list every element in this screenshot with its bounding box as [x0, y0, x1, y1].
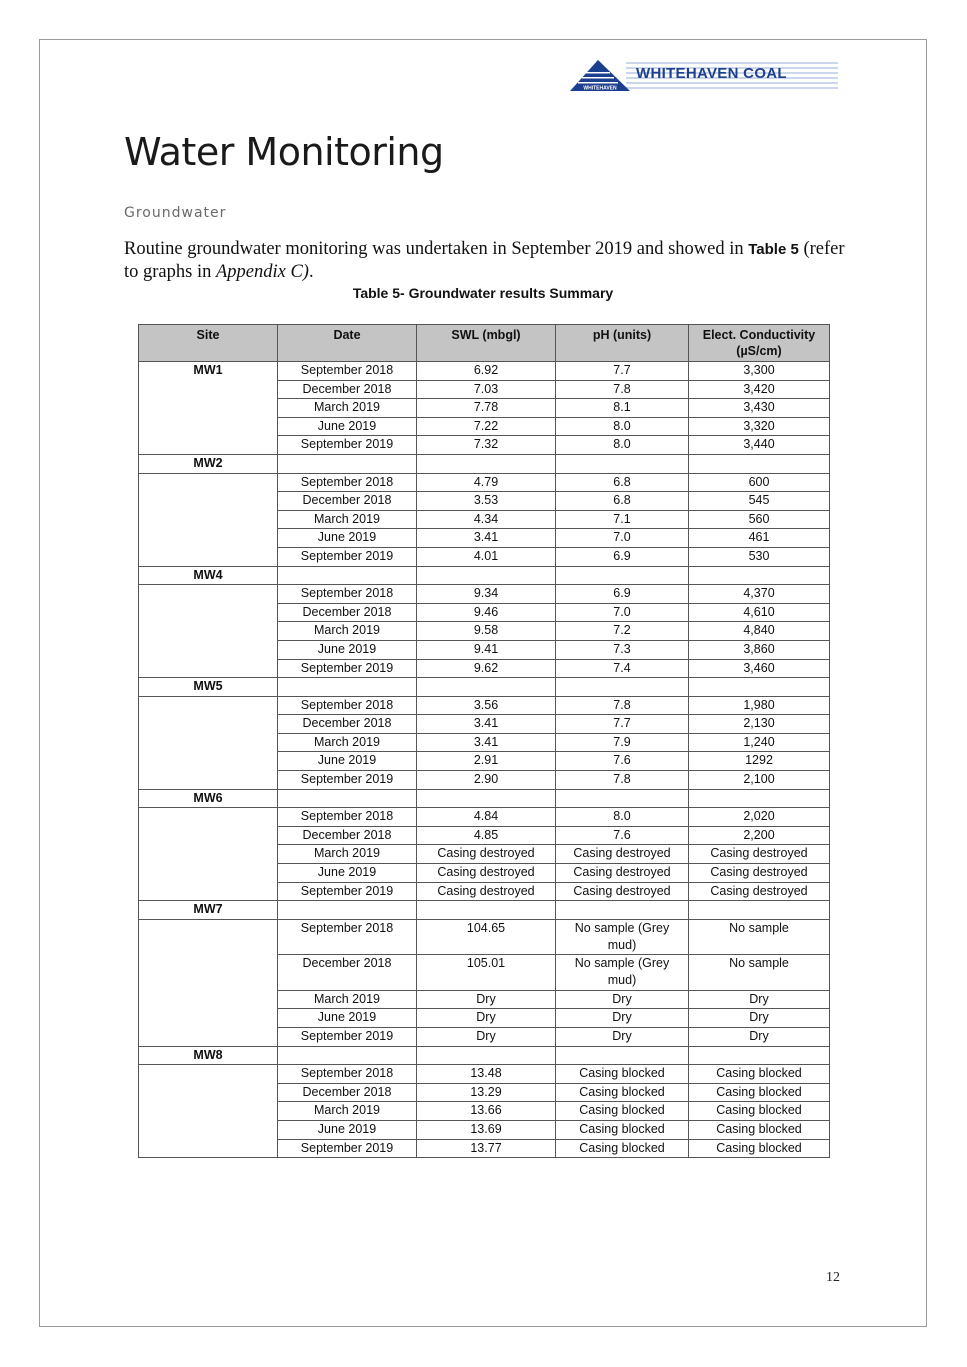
swl-cell: 9.34 — [417, 585, 556, 604]
empty-cell — [556, 901, 689, 920]
site-name: MW1 — [139, 362, 278, 455]
ec-cell: Casing destroyed — [689, 882, 830, 901]
swl-cell: 2.90 — [417, 771, 556, 790]
swl-cell: 3.41 — [417, 529, 556, 548]
empty-cell — [556, 566, 689, 585]
swl-cell: 6.92 — [417, 362, 556, 381]
date-cell: June 2019 — [278, 864, 417, 883]
ph-cell: 8.0 — [556, 436, 689, 455]
swl-cell: 7.32 — [417, 436, 556, 455]
empty-cell — [278, 1046, 417, 1065]
swl-cell: 13.69 — [417, 1120, 556, 1139]
empty-cell — [556, 789, 689, 808]
swl-cell: 4.79 — [417, 473, 556, 492]
date-cell: September 2019 — [278, 882, 417, 901]
intro-text-before: Routine groundwater monitoring was undertaken in September 2019 and showed in — [124, 239, 749, 259]
site-name: MW4 — [139, 566, 278, 585]
date-cell: December 2018 — [278, 380, 417, 399]
swl-cell: Dry — [417, 990, 556, 1009]
logo-small-text: WHITEHAVEN — [583, 85, 617, 92]
date-cell: December 2018 — [278, 715, 417, 734]
empty-cell — [689, 901, 830, 920]
ph-cell: Casing destroyed — [556, 864, 689, 883]
empty-cell — [278, 566, 417, 585]
date-cell: March 2019 — [278, 510, 417, 529]
logo-text: WHITEHAVEN COAL — [636, 65, 787, 82]
ec-cell: 4,610 — [689, 603, 830, 622]
ph-cell: 8.0 — [556, 417, 689, 436]
date-cell: September 2018 — [278, 362, 417, 381]
ec-cell: 2,100 — [689, 771, 830, 790]
swl-cell: 4.85 — [417, 826, 556, 845]
ec-cell: 3,430 — [689, 399, 830, 418]
ph-cell: 7.9 — [556, 733, 689, 752]
site-name: MW5 — [139, 678, 278, 697]
ph-cell: 7.8 — [556, 696, 689, 715]
swl-cell: 3.41 — [417, 733, 556, 752]
date-cell: September 2019 — [278, 771, 417, 790]
swl-cell: 4.84 — [417, 808, 556, 827]
site-name: MW2 — [139, 454, 278, 473]
ph-cell: 6.8 — [556, 492, 689, 511]
ph-cell: No sample (Grey mud) — [556, 955, 689, 991]
empty-cell — [556, 1046, 689, 1065]
swl-cell: 7.22 — [417, 417, 556, 436]
ph-cell: Casing destroyed — [556, 882, 689, 901]
ph-cell: 7.8 — [556, 380, 689, 399]
date-cell: March 2019 — [278, 845, 417, 864]
ec-cell: No sample — [689, 919, 830, 955]
ec-cell: 530 — [689, 547, 830, 566]
swl-cell: 7.03 — [417, 380, 556, 399]
swl-cell: 9.41 — [417, 640, 556, 659]
ph-cell: Dry — [556, 1028, 689, 1047]
ph-cell: 7.7 — [556, 715, 689, 734]
site-label-row — [139, 454, 830, 473]
ec-cell: 545 — [689, 492, 830, 511]
swl-cell: 4.34 — [417, 510, 556, 529]
site-label-row — [139, 789, 830, 808]
ec-cell: 4,370 — [689, 585, 830, 604]
date-cell: March 2019 — [278, 399, 417, 418]
ph-cell: 7.8 — [556, 771, 689, 790]
table-row — [139, 473, 830, 492]
swl-cell: Casing destroyed — [417, 845, 556, 864]
date-cell: March 2019 — [278, 733, 417, 752]
ec-cell: Dry — [689, 1009, 830, 1028]
ph-cell: Casing blocked — [556, 1120, 689, 1139]
header-site: Site — [139, 325, 278, 362]
ec-cell: Casing blocked — [689, 1139, 830, 1158]
empty-cell — [417, 454, 556, 473]
ec-cell: Dry — [689, 1028, 830, 1047]
swl-cell: Casing destroyed — [417, 882, 556, 901]
ph-cell: 7.6 — [556, 752, 689, 771]
date-cell: June 2019 — [278, 1009, 417, 1028]
site-label-row — [139, 901, 830, 920]
empty-cell — [278, 678, 417, 697]
empty-cell — [278, 789, 417, 808]
ec-cell: 3,300 — [689, 362, 830, 381]
ec-cell: Casing blocked — [689, 1120, 830, 1139]
table-reference: Table 5 — [748, 241, 799, 258]
site-cell-empty — [139, 696, 278, 789]
site-cell-empty — [139, 1065, 278, 1158]
date-cell: September 2019 — [278, 659, 417, 678]
site-name: MW8 — [139, 1046, 278, 1065]
ph-cell: Casing blocked — [556, 1083, 689, 1102]
swl-cell: 4.01 — [417, 547, 556, 566]
ph-cell: 6.9 — [556, 547, 689, 566]
ph-cell: 8.0 — [556, 808, 689, 827]
ec-cell: Casing destroyed — [689, 864, 830, 883]
date-cell: June 2019 — [278, 640, 417, 659]
swl-cell: 3.41 — [417, 715, 556, 734]
swl-cell: 13.48 — [417, 1065, 556, 1084]
site-name: MW7 — [139, 901, 278, 920]
swl-cell: 9.46 — [417, 603, 556, 622]
swl-cell: 9.58 — [417, 622, 556, 641]
page-number: 12 — [826, 1270, 840, 1285]
date-cell: December 2018 — [278, 492, 417, 511]
ec-cell: 600 — [689, 473, 830, 492]
ec-cell: Dry — [689, 990, 830, 1009]
appendix-reference: Appendix C) — [215, 262, 309, 282]
swl-cell: Casing destroyed — [417, 864, 556, 883]
header-date: Date — [278, 325, 417, 362]
empty-cell — [417, 901, 556, 920]
date-cell: December 2018 — [278, 826, 417, 845]
date-cell: June 2019 — [278, 1120, 417, 1139]
ec-cell: 2,020 — [689, 808, 830, 827]
ec-cell: Casing blocked — [689, 1102, 830, 1121]
swl-cell: 7.78 — [417, 399, 556, 418]
empty-cell — [417, 789, 556, 808]
swl-cell: 2.91 — [417, 752, 556, 771]
date-cell: March 2019 — [278, 622, 417, 641]
date-cell: March 2019 — [278, 1102, 417, 1121]
ec-cell: 1,980 — [689, 696, 830, 715]
site-cell-empty — [139, 473, 278, 566]
date-cell: June 2019 — [278, 752, 417, 771]
empty-cell — [556, 454, 689, 473]
ph-cell: 6.9 — [556, 585, 689, 604]
swl-cell: 9.62 — [417, 659, 556, 678]
empty-cell — [417, 678, 556, 697]
ec-cell: Casing blocked — [689, 1065, 830, 1084]
table-header — [139, 325, 830, 362]
table-row — [139, 808, 830, 827]
swl-cell: 13.77 — [417, 1139, 556, 1158]
ph-cell: No sample (Grey mud) — [556, 919, 689, 955]
date-cell: September 2018 — [278, 808, 417, 827]
site-cell-empty — [139, 585, 278, 678]
date-cell: September 2018 — [278, 919, 417, 955]
swl-cell: 13.66 — [417, 1102, 556, 1121]
ph-cell: 7.3 — [556, 640, 689, 659]
ec-cell: 560 — [689, 510, 830, 529]
ec-cell: Casing destroyed — [689, 845, 830, 864]
swl-cell: Dry — [417, 1028, 556, 1047]
ph-cell: 7.1 — [556, 510, 689, 529]
empty-cell — [689, 566, 830, 585]
ec-cell: 461 — [689, 529, 830, 548]
site-label-row — [139, 566, 830, 585]
ec-cell: 3,440 — [689, 436, 830, 455]
ph-cell: 6.8 — [556, 473, 689, 492]
swl-cell: 3.56 — [417, 696, 556, 715]
swl-cell: 104.65 — [417, 919, 556, 955]
empty-cell — [689, 789, 830, 808]
ph-cell: 8.1 — [556, 399, 689, 418]
ph-cell: 7.2 — [556, 622, 689, 641]
date-cell: September 2019 — [278, 436, 417, 455]
date-cell: June 2019 — [278, 529, 417, 548]
ph-cell: 7.0 — [556, 603, 689, 622]
site-label-row — [139, 1046, 830, 1065]
ec-cell: 1292 — [689, 752, 830, 771]
ec-cell: 3,860 — [689, 640, 830, 659]
ec-cell: 3,320 — [689, 417, 830, 436]
page-title: Water Monitoring — [124, 130, 444, 174]
ph-cell: 7.6 — [556, 826, 689, 845]
ph-cell: Casing blocked — [556, 1102, 689, 1121]
section-heading: Groundwater — [124, 205, 227, 221]
empty-cell — [278, 901, 417, 920]
site-cell-empty — [139, 808, 278, 901]
empty-cell — [689, 454, 830, 473]
ec-cell: 3,460 — [689, 659, 830, 678]
table-row — [139, 585, 830, 604]
table-caption: Table 5- Groundwater results Summary — [352, 285, 614, 301]
ec-cell: 1,240 — [689, 733, 830, 752]
header-ec: Elect. Conductivity (µS/cm) — [689, 325, 830, 362]
empty-cell — [278, 454, 417, 473]
ec-cell: No sample — [689, 955, 830, 991]
date-cell: September 2018 — [278, 473, 417, 492]
groundwater-results-table — [138, 324, 830, 1158]
table-row — [139, 919, 830, 955]
ph-cell: Dry — [556, 1009, 689, 1028]
ph-cell: Casing blocked — [556, 1065, 689, 1084]
swl-cell: 13.29 — [417, 1083, 556, 1102]
date-cell: December 2018 — [278, 955, 417, 991]
swl-cell: Dry — [417, 1009, 556, 1028]
ec-cell: 2,200 — [689, 826, 830, 845]
header-row — [139, 325, 830, 362]
swl-cell: 3.53 — [417, 492, 556, 511]
ph-cell: 7.4 — [556, 659, 689, 678]
date-cell: September 2018 — [278, 1065, 417, 1084]
date-cell: March 2019 — [278, 990, 417, 1009]
ph-cell: Casing destroyed — [556, 845, 689, 864]
date-cell: September 2018 — [278, 696, 417, 715]
date-cell: September 2018 — [278, 585, 417, 604]
ec-cell: 3,420 — [689, 380, 830, 399]
header-swl: SWL (mbgl) — [417, 325, 556, 362]
empty-cell — [417, 1046, 556, 1065]
intro-text-mid: (refer to graphs in — [124, 239, 845, 282]
ec-cell: 2,130 — [689, 715, 830, 734]
swl-cell: 105.01 — [417, 955, 556, 991]
ph-cell: 7.7 — [556, 362, 689, 381]
table-row — [139, 1065, 830, 1084]
date-cell: December 2018 — [278, 603, 417, 622]
site-cell-empty — [139, 919, 278, 1046]
empty-cell — [689, 678, 830, 697]
ph-cell: Dry — [556, 990, 689, 1009]
empty-cell — [689, 1046, 830, 1065]
table-row — [139, 362, 830, 381]
empty-cell — [417, 566, 556, 585]
ph-cell: 7.0 — [556, 529, 689, 548]
ph-cell: Casing blocked — [556, 1139, 689, 1158]
site-name: MW6 — [139, 789, 278, 808]
date-cell: June 2019 — [278, 417, 417, 436]
intro-paragraph — [124, 238, 854, 284]
header-ph: pH (units) — [556, 325, 689, 362]
date-cell: September 2019 — [278, 547, 417, 566]
intro-text-end: . — [308, 262, 314, 282]
ec-cell: Casing blocked — [689, 1083, 830, 1102]
table-row — [139, 696, 830, 715]
date-cell: September 2019 — [278, 1028, 417, 1047]
table-body — [139, 362, 830, 1158]
site-label-row — [139, 678, 830, 697]
date-cell: December 2018 — [278, 1083, 417, 1102]
empty-cell — [556, 678, 689, 697]
date-cell: September 2019 — [278, 1139, 417, 1158]
ec-cell: 4,840 — [689, 622, 830, 641]
